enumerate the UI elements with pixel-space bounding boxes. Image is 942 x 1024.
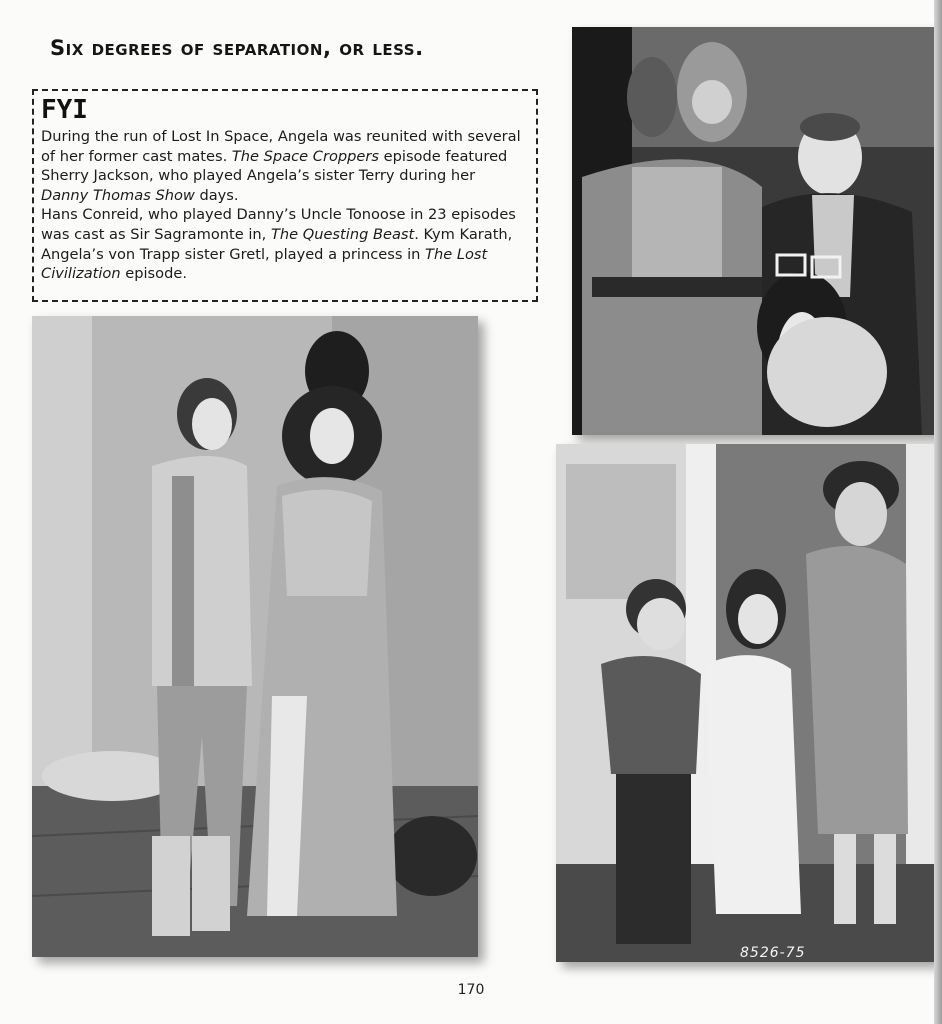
fyi-text-run: . Kym Karath, Angela’s von Trapp sister Gretl, played a princess in [41,225,513,263]
photo-icon [32,316,478,957]
fyi-episode-title: The Questing Beast [270,225,415,243]
book-spine-edge [934,0,942,1024]
fyi-episode-title: The Lost Civilization [41,245,488,283]
photo-icon [572,27,942,435]
fyi-text-run: Hans Conreid, who played Danny’s Uncle Tonoose in 23 episodes was cast as Sir Sagramonte in, [41,206,516,243]
fyi-text-run: During the run of Lost In Space, Angela was reunited with several of her former cast mates. [41,128,521,165]
photo-knight-and-dog [572,27,942,435]
photo-children-and-woman [556,444,942,962]
photo-two-actresses [32,316,478,957]
fyi-show-title: Danny Thomas Show [41,186,195,204]
page-heading: Six degrees of separation, or less. [50,36,424,60]
fyi-text-run: episode featured Sherry Jackson, who played Angela’s sister Terry during her [41,147,508,185]
photo-icon [556,444,942,962]
fyi-box [32,89,538,302]
page-number: 170 [457,982,485,998]
fyi-paragraph-2 [41,205,526,283]
fyi-text-run: days. [194,186,239,204]
fyi-text-run: episode. [120,265,187,283]
fyi-episode-title: The Space Croppers [231,147,380,165]
photo-stamp: 8526-75 [740,945,806,961]
fyi-title: FYI [41,95,88,125]
fyi-paragraph-1 [41,127,526,205]
